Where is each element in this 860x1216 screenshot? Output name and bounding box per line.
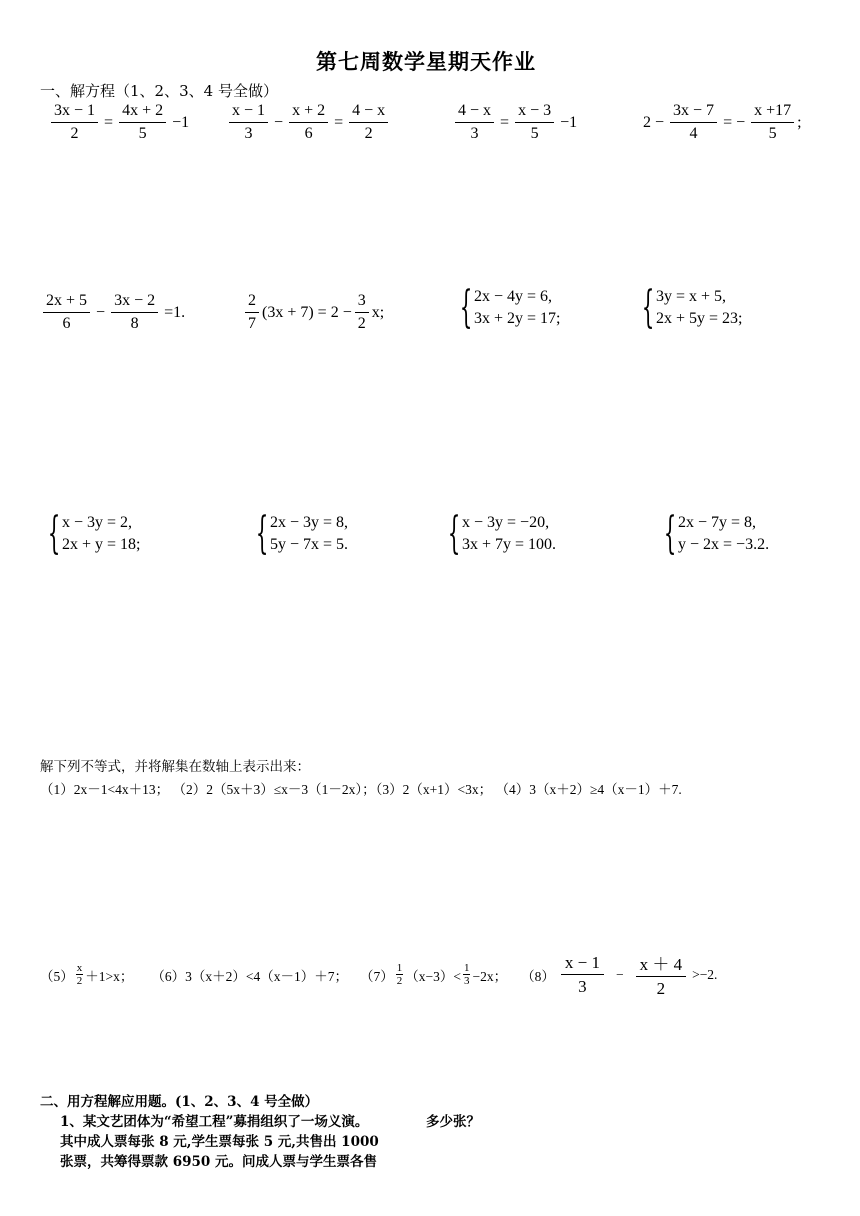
brace-icon: {	[47, 508, 61, 559]
fraction-numerator: 1	[463, 962, 470, 974]
problem-1-aside: 多少张？	[426, 1114, 480, 1130]
problem-label: （8）	[521, 968, 555, 984]
brace-icon: {	[663, 508, 677, 559]
fraction-numerator: x ＋ 4	[636, 950, 687, 977]
fraction-denominator: 5	[138, 125, 147, 142]
equation-2	[226, 102, 391, 143]
inequality-text: （6）3（x＋2）<4（x－1）＋7；	[151, 968, 348, 984]
fraction-numerator: x − 3	[515, 102, 554, 123]
minus-sign: −	[96, 303, 106, 321]
brace-icon: {	[641, 282, 655, 333]
fraction-denominator: 6	[62, 315, 71, 332]
fraction-denominator: 3	[578, 976, 587, 996]
problem-1-line-1: 1、某文艺团体为“希望工程”募捐组织了一场义演。	[60, 1114, 369, 1130]
system-3	[40, 508, 141, 559]
brace-icon: {	[255, 508, 269, 559]
section2-heading: 二、用方程解应用题。(1、2、3、4 号全做）	[40, 1094, 319, 1110]
fraction-numerator: 2	[245, 292, 259, 313]
fraction-denominator: 8	[130, 315, 139, 332]
equation-1	[48, 102, 192, 143]
fraction-numerator: 1	[396, 962, 403, 974]
equation-5	[40, 292, 188, 333]
problem-1-line-3: 张票，共筹得票款 6950 元。问成人票与学生票各售	[60, 1154, 377, 1170]
equation-3	[452, 102, 580, 143]
inequalities-line-1: （1）2x－1<4x＋13； （2）2（5x＋3）≤x－3（1－2x）；（3）2（x+1）<3x； （4）3（x＋2）≥4（x－1）＋7.	[40, 782, 682, 797]
system-line: 3y = x + 5,	[656, 288, 727, 305]
inequalities-line-2	[40, 950, 717, 999]
fraction-denominator: 2	[396, 975, 403, 987]
minus-sign: −	[274, 113, 284, 131]
system-line: 2x + y = 18;	[62, 536, 141, 553]
equation-middle: (3x + 7) = 2 −	[262, 303, 352, 321]
fraction-numerator: 3x − 2	[111, 292, 158, 313]
equals-sign: =	[500, 113, 510, 131]
equation-tail: =1.	[164, 303, 186, 321]
fraction-numerator: x + 2	[289, 102, 328, 123]
fraction-denominator: 2	[656, 979, 666, 998]
fraction-denominator: 4	[689, 125, 698, 142]
inequality-text: >−2.	[692, 966, 718, 982]
system-line: 5y − 7x = 5.	[270, 536, 349, 553]
inequality-text: −2x；	[472, 968, 508, 984]
system-4	[248, 508, 349, 559]
system-5	[440, 508, 557, 559]
fraction-numerator: x − 1	[561, 953, 604, 975]
fraction-denominator: 3	[244, 125, 253, 142]
fraction-denominator: 5	[530, 125, 539, 142]
fraction-numerator: 4 − x	[455, 102, 494, 123]
fraction-numerator: 4x + 2	[119, 102, 166, 123]
fraction-numerator: 4 − x	[349, 102, 388, 123]
problem-1-line-2: 其中成人票每张 8 元,学生票每张 5 元,共售出 1000	[60, 1134, 379, 1150]
equation-tail: x;	[371, 303, 385, 321]
system-line: 2x + 5y = 23;	[656, 310, 743, 327]
fraction-denominator: 7	[248, 315, 256, 332]
minus-sign: −	[615, 966, 624, 982]
system-6	[656, 508, 770, 559]
fraction-denominator: 2	[70, 125, 79, 142]
equation-tail: −1	[560, 113, 578, 131]
system-line: x − 3y = 2,	[62, 514, 133, 531]
system-2	[634, 282, 743, 333]
section1-heading: 一、解方程（1、2、3、4 号全做）	[40, 82, 278, 100]
system-1	[452, 282, 561, 333]
system-line: 2x − 4y = 6,	[474, 288, 553, 305]
equation-6	[242, 292, 384, 333]
fraction-denominator: 6	[304, 125, 313, 142]
fraction-denominator: 2	[76, 975, 83, 987]
system-line: 2x − 3y = 8,	[270, 514, 349, 531]
equation-tail: −1	[172, 113, 190, 131]
fraction-numerator: 3x − 7	[670, 102, 717, 123]
fraction-denominator: 3	[463, 975, 470, 987]
equals-sign: =	[104, 113, 114, 131]
system-line: 2x − 7y = 8,	[678, 514, 757, 531]
problem-label: （7）	[360, 968, 394, 984]
system-line: y − 2x = −3.2.	[678, 536, 770, 553]
system-line: x − 3y = −20,	[462, 514, 550, 531]
system-line: 3x + 2y = 17;	[474, 310, 561, 327]
fraction-denominator: 5	[768, 125, 777, 142]
problem-label: （5）	[40, 968, 74, 984]
fraction-numerator: 3	[355, 292, 369, 313]
inequality-text: （x−3）<	[405, 968, 461, 984]
fraction-numerator: x +17	[751, 102, 794, 123]
fraction-numerator: 2x + 5	[43, 292, 90, 313]
fraction-denominator: 2	[357, 315, 366, 332]
fraction-denominator: 3	[470, 125, 479, 142]
equals-sign: = −	[723, 113, 746, 131]
fraction-denominator: 2	[364, 125, 373, 142]
page-title: 第七周数学星期天作业	[316, 49, 536, 74]
equals-sign: =	[334, 113, 344, 131]
fraction-numerator: x − 1	[229, 102, 268, 123]
equation-4	[640, 102, 802, 143]
equation-tail: ;	[797, 113, 802, 131]
brace-icon: {	[447, 508, 461, 559]
brace-icon: {	[459, 282, 473, 333]
equation-lead: 2 −	[643, 113, 665, 131]
inequality-text: ＋1>x；	[85, 968, 134, 984]
fraction-numerator: 3x − 1	[51, 102, 98, 123]
inequalities-heading: 解下列不等式，并将解集在数轴上表示出来：	[40, 759, 310, 774]
fraction-numerator: x	[76, 962, 83, 974]
system-line: 3x + 7y = 100.	[462, 536, 557, 553]
